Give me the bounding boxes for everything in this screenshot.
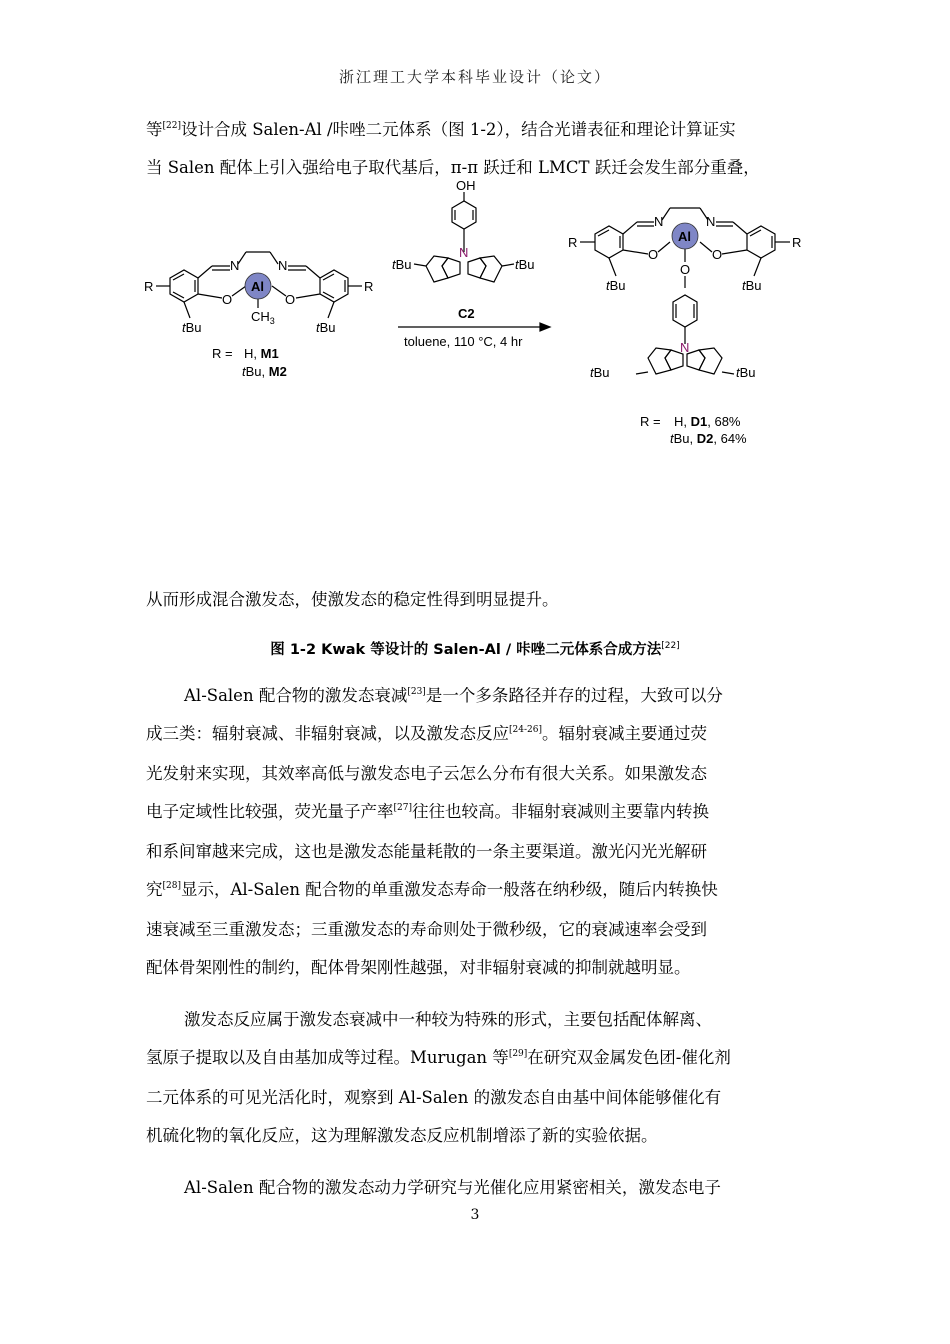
- o-label: O: [648, 247, 659, 262]
- r-label: R: [364, 279, 374, 294]
- text-line: 光发射来实现，其效率高低与激发态电子云怎么分布有很大关系。如果激发态: [146, 764, 707, 783]
- tbu-label: tBu: [515, 257, 535, 272]
- tbu-label: tBu: [742, 278, 762, 293]
- tbu-label: tBu: [182, 320, 202, 335]
- text-line: 速衰减至三重激发态；三重激发态的寿命则处于微秒级，它的衰减速率会受到: [146, 920, 707, 939]
- n-label: N: [230, 258, 240, 273]
- reaction-conditions: toluene, 110 °C, 4 hr: [404, 334, 523, 349]
- page-number: 3: [470, 1207, 480, 1223]
- product-r-definition: R = H, D1, 68%: [640, 414, 741, 429]
- o-label: O: [680, 262, 691, 277]
- reaction-scheme: [130, 178, 820, 466]
- reactant-r-definition: tBu, M2: [242, 364, 287, 379]
- n-label: N: [459, 245, 469, 260]
- tbu-label: tBu: [316, 320, 336, 335]
- tbu-label: tBu: [392, 257, 412, 272]
- r-label: R: [568, 235, 578, 250]
- o-label: O: [712, 247, 723, 262]
- text-line: Al-Salen 配合物的激发态动力学研究与光催化应用紧密相关，激发态电子: [184, 1178, 721, 1197]
- page-header: 浙江理工大学本科毕业设计（论文）: [338, 68, 611, 86]
- product-right-ring: [747, 226, 775, 258]
- figure-caption: 图 1-2 Kwak 等设计的 Salen-Al / 咔唑二元体系合成方法[22]: [270, 641, 680, 658]
- methyl-label: $CH_3$: [251, 309, 275, 326]
- left-phenyl-ring: [170, 270, 198, 302]
- text-line: 二元体系的可见光活化时，观察到 Al-Salen 的激发态自由基中间体能够催化有: [146, 1088, 722, 1107]
- reagent-label: C2: [458, 306, 475, 321]
- text-line: 配体骨架刚性的制约，配体骨架刚性越强，对非辐射衰减的抑制就越明显。: [146, 958, 691, 977]
- text-line: 当 Salen 配体上引入强给电子取代基后，π-π 跃迁和 LMCT 跃迁会发生部分重叠，: [146, 158, 760, 177]
- oh-label: OH: [456, 178, 476, 193]
- r-label: R: [144, 279, 154, 294]
- text-line: 氢原子提取以及自由基加成等过程。Murugan 等[29]在研究双金属发色团-催化剂: [146, 1048, 731, 1067]
- metal-label: Al: [678, 229, 691, 244]
- n-label: N: [654, 214, 664, 229]
- tbu-label: tBu: [736, 365, 756, 380]
- product-left-ring: [595, 226, 623, 258]
- o-label: O: [222, 292, 233, 307]
- right-phenyl-ring: [320, 270, 348, 302]
- text-line: 和系间窜越来完成，这也是激发态能量耗散的一条主要渠道。激光闪光光解研: [146, 842, 707, 861]
- r-label: R: [792, 235, 802, 250]
- text-line: 等[22]设计合成 Salen-Al /咔唑二元体系（图 1-2），结合光谱表征和理论计算证实: [146, 120, 736, 139]
- product-r-definition: tBu, D2, 64%: [670, 431, 747, 446]
- reactant-r-definition: R = H, M1: [212, 346, 279, 361]
- tbu-label: tBu: [606, 278, 626, 293]
- text-line: 激发态反应属于激发态衰减中一种较为特殊的形式，主要包括配体解离、: [184, 1010, 712, 1029]
- n-label: N: [680, 340, 690, 355]
- metal-label: Al: [251, 279, 264, 294]
- tbu-label: tBu: [590, 365, 610, 380]
- text-line: 究[28]显示，Al-Salen 配合物的单重激发态寿命一般落在纳秒级，随后内转换快: [146, 880, 718, 899]
- n-label: N: [706, 214, 716, 229]
- text-line: 从而形成混合激发态，使激发态的稳定性得到明显提升。: [146, 590, 559, 609]
- n-label: N: [278, 258, 288, 273]
- o-label: O: [285, 292, 296, 307]
- text-line: 机硫化物的氧化反应，这为理解激发态反应机制增添了新的实验依据。: [146, 1126, 658, 1145]
- text-line: Al-Salen 配合物的激发态衰减[23]是一个多条路径并存的过程，大致可以分: [184, 686, 723, 705]
- text-line: 成三类：辐射衰减、非辐射衰减，以及激发态反应[24-26]。辐射衰减主要通过荧: [146, 724, 707, 743]
- text-line: 电子定域性比较强，荧光量子产率[27]往往也较高。非辐射衰减则主要靠内转换: [146, 802, 709, 821]
